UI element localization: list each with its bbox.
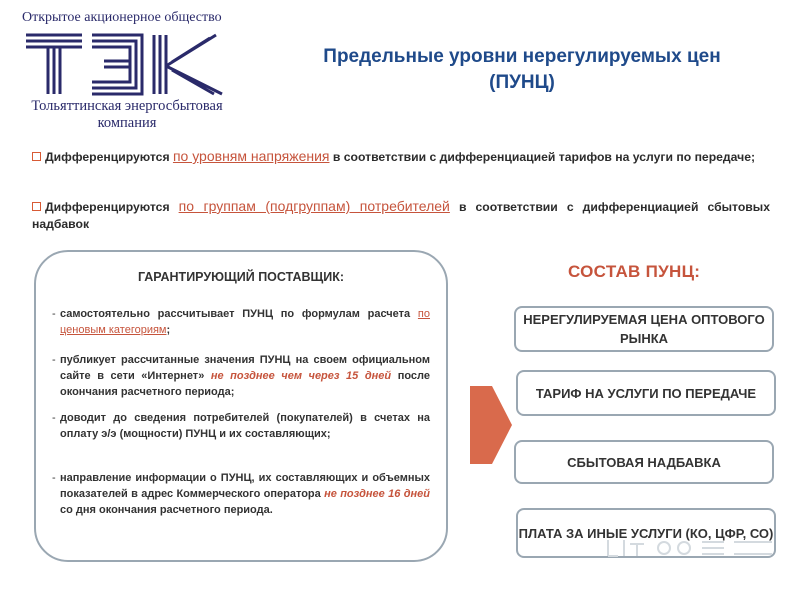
company-logo <box>24 32 224 96</box>
dash-marker: - <box>52 412 56 424</box>
guarantor-item-calculation <box>52 306 430 338</box>
voltage-levels-link[interactable]: по уровням напряжения <box>172 148 330 164</box>
company-name <box>22 98 232 132</box>
guarantor-title: ГАРАНТИРУЮЩИЙ ПОСТАВЩИК: <box>137 270 345 284</box>
composition-item-sales-markup: СБЫТОВАЯ НАДБАВКА <box>514 440 774 484</box>
watermark-logo <box>604 536 776 560</box>
item-text: самостоятельно рассчитывает ПУНЦ по формулам расчета <box>60 308 418 320</box>
item-text: со дня окончания расчетного периода. <box>60 504 273 516</box>
title-line1: Предельные уровни нерегулируемых цен <box>323 46 721 67</box>
item-text: публикует рассчитанные значения ПУНЦ на своем официальном сайте в сети «Интернет» <box>60 354 430 382</box>
guarantor-item-operator <box>52 470 430 518</box>
composition-title: СОСТАВ ПУНЦ: <box>568 262 701 281</box>
bullet-text: Дифференцируются <box>45 200 179 214</box>
composition-item-transmission-tariff: ТАРИФ НА УСЛУГИ ПО ПЕРЕДАЧЕ <box>516 370 776 416</box>
bullet-text: в соответствии с дифференциацией сбытовых надбавок <box>32 200 770 231</box>
deadline-15-days: не позднее чем через 15 дней <box>210 370 392 382</box>
dash-marker: - <box>52 472 56 484</box>
deadline-16-days: не позднее 16 дней <box>324 488 430 500</box>
checkbox-bullet-icon <box>32 152 41 161</box>
company-name-line2: компания <box>97 115 157 131</box>
guarantor-box <box>34 250 448 562</box>
dash-marker: - <box>52 354 56 366</box>
dash-marker: - <box>52 308 56 320</box>
item-text: ; <box>166 324 171 336</box>
bullet-text: Дифференцируются <box>45 150 173 164</box>
item-text: доводит до сведения потребителей (покупателей) в счетах на оплату э/э (мощности) ПУНЦ и их составляющих; <box>60 412 430 440</box>
composition-item-other-services: ПЛАТА ЗА ИНЫЕ УСЛУГИ (КО, ЦФР, СО) <box>516 508 776 558</box>
page-title <box>262 44 782 96</box>
guarantor-item-publish <box>52 352 430 400</box>
company-type-text: Открытое акционерное общество <box>22 10 222 25</box>
price-categories-link[interactable]: по ценовым категориям <box>60 308 430 336</box>
bullet-text: в соответствии с дифференциацией тарифов на услуги по передаче; <box>329 150 756 164</box>
guarantor-item-invoices <box>52 410 430 442</box>
consumer-groups-link[interactable]: по группам (подгруппам) потребителей <box>178 198 450 214</box>
item-text: после окончания расчетного периода; <box>60 370 430 398</box>
bullet-consumer-groups <box>32 198 770 233</box>
composition-item-wholesale-price: НЕРЕГУЛИРУЕМАЯ ЦЕНА ОПТОВОГО РЫНКА <box>514 306 774 352</box>
item-text: направление информации о ПУНЦ, их составляющих и объемных показателей в адрес Коммерческого оператора <box>60 472 430 500</box>
title-line2: (ПУНЦ) <box>489 72 555 93</box>
bullet-voltage-levels <box>32 148 770 166</box>
arrow-right-icon <box>470 382 512 468</box>
company-name-line1: Тольяттинская энергосбытовая <box>31 98 223 114</box>
checkbox-bullet-icon <box>32 202 41 211</box>
